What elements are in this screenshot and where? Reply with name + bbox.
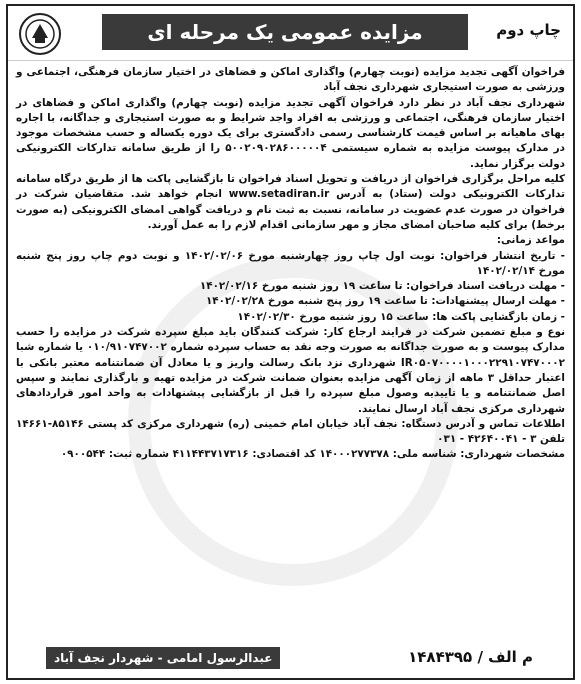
notice-frame [6,4,575,680]
deadlines-heading: مواعد زمانی: [496,234,565,247]
edition-label: چاپ دوم [496,21,561,39]
notice-header [8,6,573,61]
notice-title: مزایده عمومی یک مرحله ای [102,14,468,50]
contact-paragraph: اطلاعات تماس و آدرس دستگاه: نجف آباد خیابان امام خمینی (ره) شهرداری مرکزی کد پستی ۸۵۱۴۶-۱۴۶۶۱ تلفن ۳ - ۴۲۶۴۰۰۴۱ - ۰۳۱ [16,417,565,446]
procedure-paragraph: کلیه مراحل برگزاری فراخوان از دریافت و تحویل اسناد فراخوان تا بازگشایی پاکت ها از طریق درگاه سامانه تدارکات الکترونیکی دولت (ستاد) به آدرس www.setadiran.ir انجام خواهد شد. متقاضیان شرکت در فراخوان در صورت عدم عضویت در سامانه، نسبت به ثبت نام و دریافت گواهی امضای الکترونیکی (به صورت برخط) برای کلیه صاحبان امضای مجاز و مهر سازمانی اقدام لازم را به عمل آورند. [16,173,565,231]
signature-box: عبدالرسول امامی - شهردار نجف آباد [46,647,280,669]
municipality-details: مشخصات شهرداری: شناسه ملی: ۱۴۰۰۰۲۷۷۳۷۸ کد اقتصادی: ۴۱۱۴۴۳۷۱۷۳۱۶ شماره ثبت: ۰۹۰۰۵۴۴ [60,448,565,461]
deadline-item: - تاریخ انتشار فراخوان: نوبت اول چاپ روز چهارشنبه مورخ ۱۴۰۲/۰۲/۰۶ و نوبت دوم چاپ روز پنج شنبه مورخ ۱۴۰۲/۰۲/۱۴ [16,249,565,277]
municipality-logo-icon [18,12,62,56]
reference-code: م الف / ۱۴۸۴۳۹۵ [408,648,533,666]
deadline-item: - مهلت ارسال پیشنهادات: تا ساعت ۱۹ روز پنج شنبه مورخ ۱۴۰۲/۰۲/۲۸ [205,295,565,308]
deadline-item: - مهلت دریافت اسناد فراخوان: تا ساعت ۱۹ روز شنبه مورخ ۱۴۰۲/۰۲/۱۶ [199,280,565,293]
intro-paragraph: شهرداری نجف آباد در نظر دارد فراخوان آگهی تجدید مزایده (نوبت چهارم) واگذاری اماکن و فضاهای در اختیار سازمان فرهنگی، اجتماعی و ورزشی به افراد واجد شرایط و به صورت استیجاری و جداگانه، با اجاره بهای ماهیانه بر اساس قیمت کارشناسی رسمی دادگستری برای یک دوره یکساله و حسب مشخصات موجود در مدارک پیوست مزایده به شماره سیستمی ۵۰۰۲۰۹۰۲۸۶۰۰۰۰۰۴ را از طریق سامانه تدارکات الکترونیکی دولت برگزار نماید. [16,96,565,170]
notice-footer [8,646,573,672]
notice-heading: فراخوان آگهی تجدید مزایده (نوبت چهارم) واگذاری اماکن و فضاهای در اختیار سازمان فرهنگی، اجتماعی و ورزشی به صورت استیجاری شهرداری نجف آباد [16,66,565,94]
guarantee-paragraph: نوع و مبلغ تضمین شرکت در فرایند ارجاع کار: شرکت کنندگان باید مبلغ سپرده شرکت در مزایده را حسب مدارک پیوست و به صورت جداگانه به صورت وجه نقد به حساب سپرده شماره ۰۱۰/۹۱۰۷۴۷۰۰۲ یا شماره شبا IR۰۵۰۷۰۰۰۰۱۰۰۰۲۲۹۱۰۷۴۷۰۰۰۲ شهرداری نزد بانک رسالت واریز و یا معادل آن ضمانتنامه معتبر بانکی با اعتبار حداقل ۳ ماهه از زمان آگهی مزایده بعنوان ضمانت شرکت در مزایده تهیه و بارگذاری نمایند و سپس اصل ضمانتنامه و یا تاییدیه وصول مبلغ سپرده را قبل از بازگشایی پیشنهادات به واحد امور قراردادهای شهرداری مرکزی نجف آباد ارسال نمایند. [16,326,565,415]
notice-body [8,61,573,463]
deadline-item: - زمان بازگشایی پاکت ها: ساعت ۱۵ روز شنبه مورخ ۱۴۰۲/۰۲/۳۰ [237,310,565,323]
